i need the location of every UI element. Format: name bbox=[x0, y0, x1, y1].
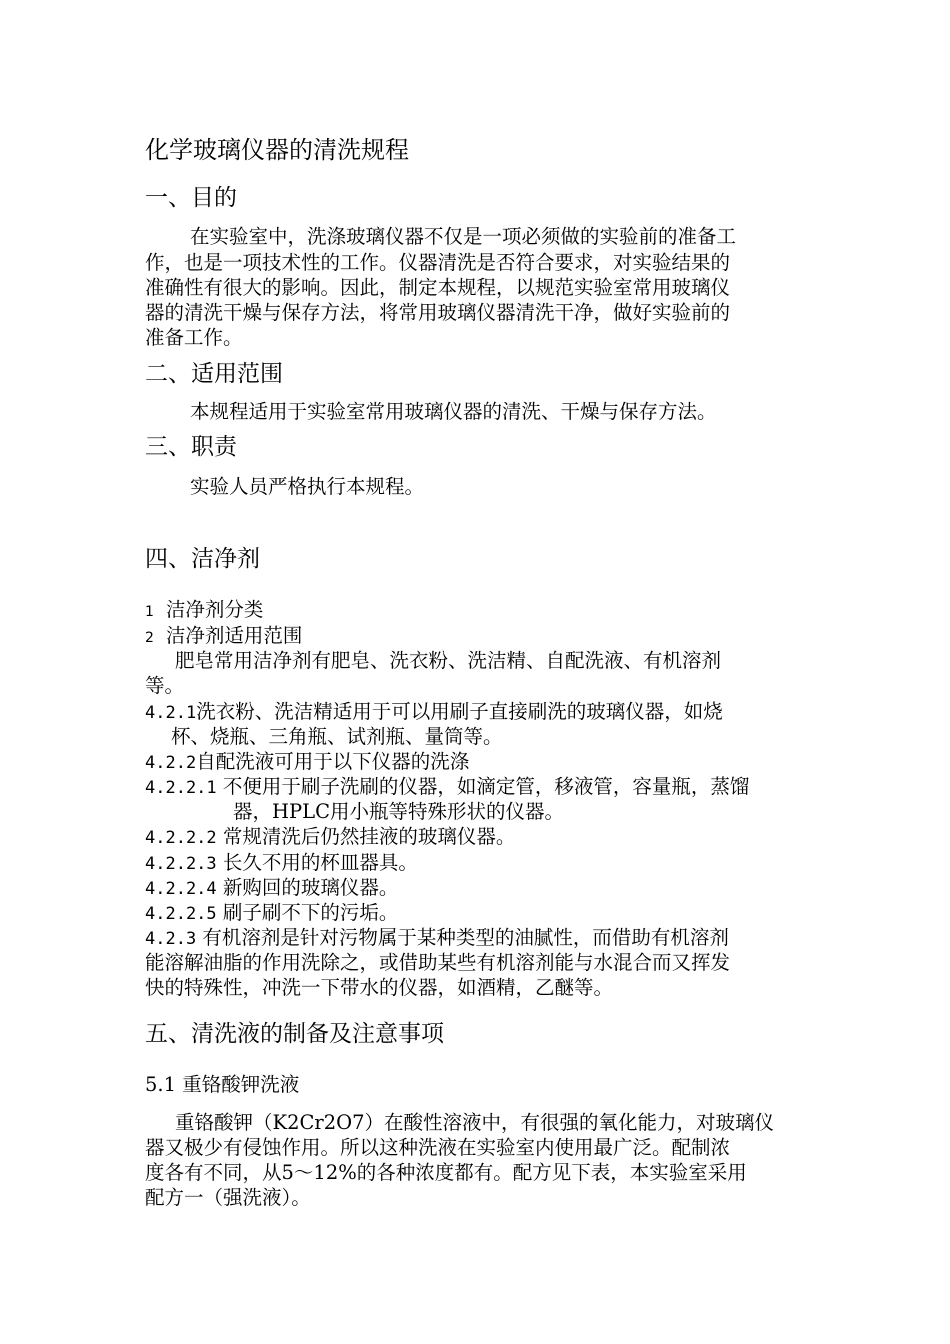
clause-continuation: 杯、烧瓶、三角瓶、试剂瓶、量筒等。 bbox=[171, 725, 503, 748]
paragraph-line: 本规程适用于实验室常用玻璃仪器的清洗、干燥与保存方法。 bbox=[190, 400, 717, 423]
clause-text: 不便用于刷子洗刷的仪器，如滴定管，移液管，容量瓶，蒸馏 bbox=[222, 775, 750, 798]
paragraph-line: 器又极少有侵蚀作用。所以这种洗液在实验室内使用最广泛。配制浓 bbox=[145, 1136, 731, 1159]
subsection-heading: 5.1 重铬酸钾洗液 bbox=[145, 1073, 300, 1096]
clause-number: 4.2.2.5 bbox=[145, 904, 217, 924]
paragraph-line: 配方一（强洗液）。 bbox=[145, 1186, 311, 1209]
paragraph-line: 快的特殊性，冲洗一下带水的仪器，如酒精，乙醚等。 bbox=[145, 976, 614, 999]
clause-4-2-1 bbox=[145, 702, 723, 722]
section-heading-detergent: 四、洁净剂 bbox=[145, 546, 260, 572]
clause-number: 4.2.3 bbox=[145, 929, 197, 949]
list-item-text: 洁净剂适用范围 bbox=[165, 624, 303, 647]
paragraph-line: 能溶解油脂的作用洗除之，或借助某些有机溶剂能与水混合而又挥发 bbox=[145, 951, 731, 974]
list-number: 2 bbox=[145, 630, 154, 646]
paragraph-line: 实验人员严格执行本规程。 bbox=[190, 475, 425, 498]
clause-text: 有机溶剂是针对污物属于某种类型的油腻性，而借助有机溶剂 bbox=[202, 926, 729, 949]
clause-number: 4.2.2.3 bbox=[145, 854, 217, 874]
clause-4-2-2-1 bbox=[145, 777, 749, 797]
clause-text: 自配洗液可用于以下仪器的洗涤 bbox=[196, 750, 470, 773]
paragraph-line: 等。 bbox=[145, 674, 185, 697]
list-item-text: 洁净剂分类 bbox=[165, 598, 264, 621]
clause-4-2-2-2 bbox=[145, 827, 515, 847]
section-heading-scope: 二、适用范围 bbox=[145, 361, 283, 387]
document-title: 化学玻璃仪器的清洗规程 bbox=[145, 136, 409, 164]
list-item bbox=[145, 600, 263, 620]
paragraph-line: 器的清洗干燥与保存方法，将常用玻璃仪器清洗干净，做好实验前的 bbox=[145, 301, 731, 324]
paragraph-line: 重铬酸钾（K2Cr2O7）在酸性溶液中，有很强的氧化能力，对玻璃仪 bbox=[175, 1111, 775, 1134]
clause-number: 4.2.2 bbox=[145, 753, 197, 773]
clause-number: 4.2.2.2 bbox=[145, 828, 217, 848]
section-heading-cleaning-solution: 五、清洗液的制备及注意事项 bbox=[145, 1021, 444, 1047]
clause-4-2-2-5 bbox=[145, 903, 398, 923]
clause-continuation: 器，HPLC用小瓶等特殊形状的仪器。 bbox=[233, 800, 564, 823]
section-heading-responsibility: 三、职责 bbox=[145, 434, 237, 460]
clause-number: 4.2.2.1 bbox=[145, 778, 217, 798]
list-number: 1 bbox=[145, 604, 154, 620]
clause-text: 洗衣粉、洗洁精适用于可以用刷子直接刷洗的玻璃仪器，如烧 bbox=[196, 700, 723, 723]
clause-text: 长久不用的杯皿器具。 bbox=[222, 851, 418, 874]
paragraph-line: 作，也是一项技术性的工作。仪器清洗是否符合要求，对实验结果的 bbox=[145, 251, 731, 274]
clause-4-2-2 bbox=[145, 752, 469, 772]
paragraph-line: 准确性有很大的影响。因此，制定本规程，以规范实验室常用玻璃仪 bbox=[145, 276, 731, 299]
paragraph-line: 准备工作。 bbox=[145, 326, 243, 349]
paragraph-line: 度各有不同，从5～12%的各种浓度都有。配方见下表，本实验室采用 bbox=[145, 1161, 747, 1184]
clause-4-2-3 bbox=[145, 928, 729, 948]
list-item bbox=[145, 626, 302, 646]
clause-text: 新购回的玻璃仪器。 bbox=[222, 876, 399, 899]
clause-4-2-2-3 bbox=[145, 853, 418, 873]
paragraph-line: 肥皂常用洁净剂有肥皂、洗衣粉、洗洁精、自配洗液、有机溶剂 bbox=[175, 649, 722, 672]
clause-number: 4.2.1 bbox=[145, 703, 197, 723]
clause-number: 4.2.2.4 bbox=[145, 879, 217, 899]
section-heading-purpose: 一、目的 bbox=[145, 185, 237, 211]
clause-4-2-2-4 bbox=[145, 878, 398, 898]
clause-text: 刷子刷不下的污垢。 bbox=[222, 901, 399, 924]
paragraph-line: 在实验室中，洗涤玻璃仪器不仅是一项必须做的实验前的准备工 bbox=[190, 225, 737, 248]
clause-text: 常规清洗后仍然挂液的玻璃仪器。 bbox=[222, 825, 516, 848]
